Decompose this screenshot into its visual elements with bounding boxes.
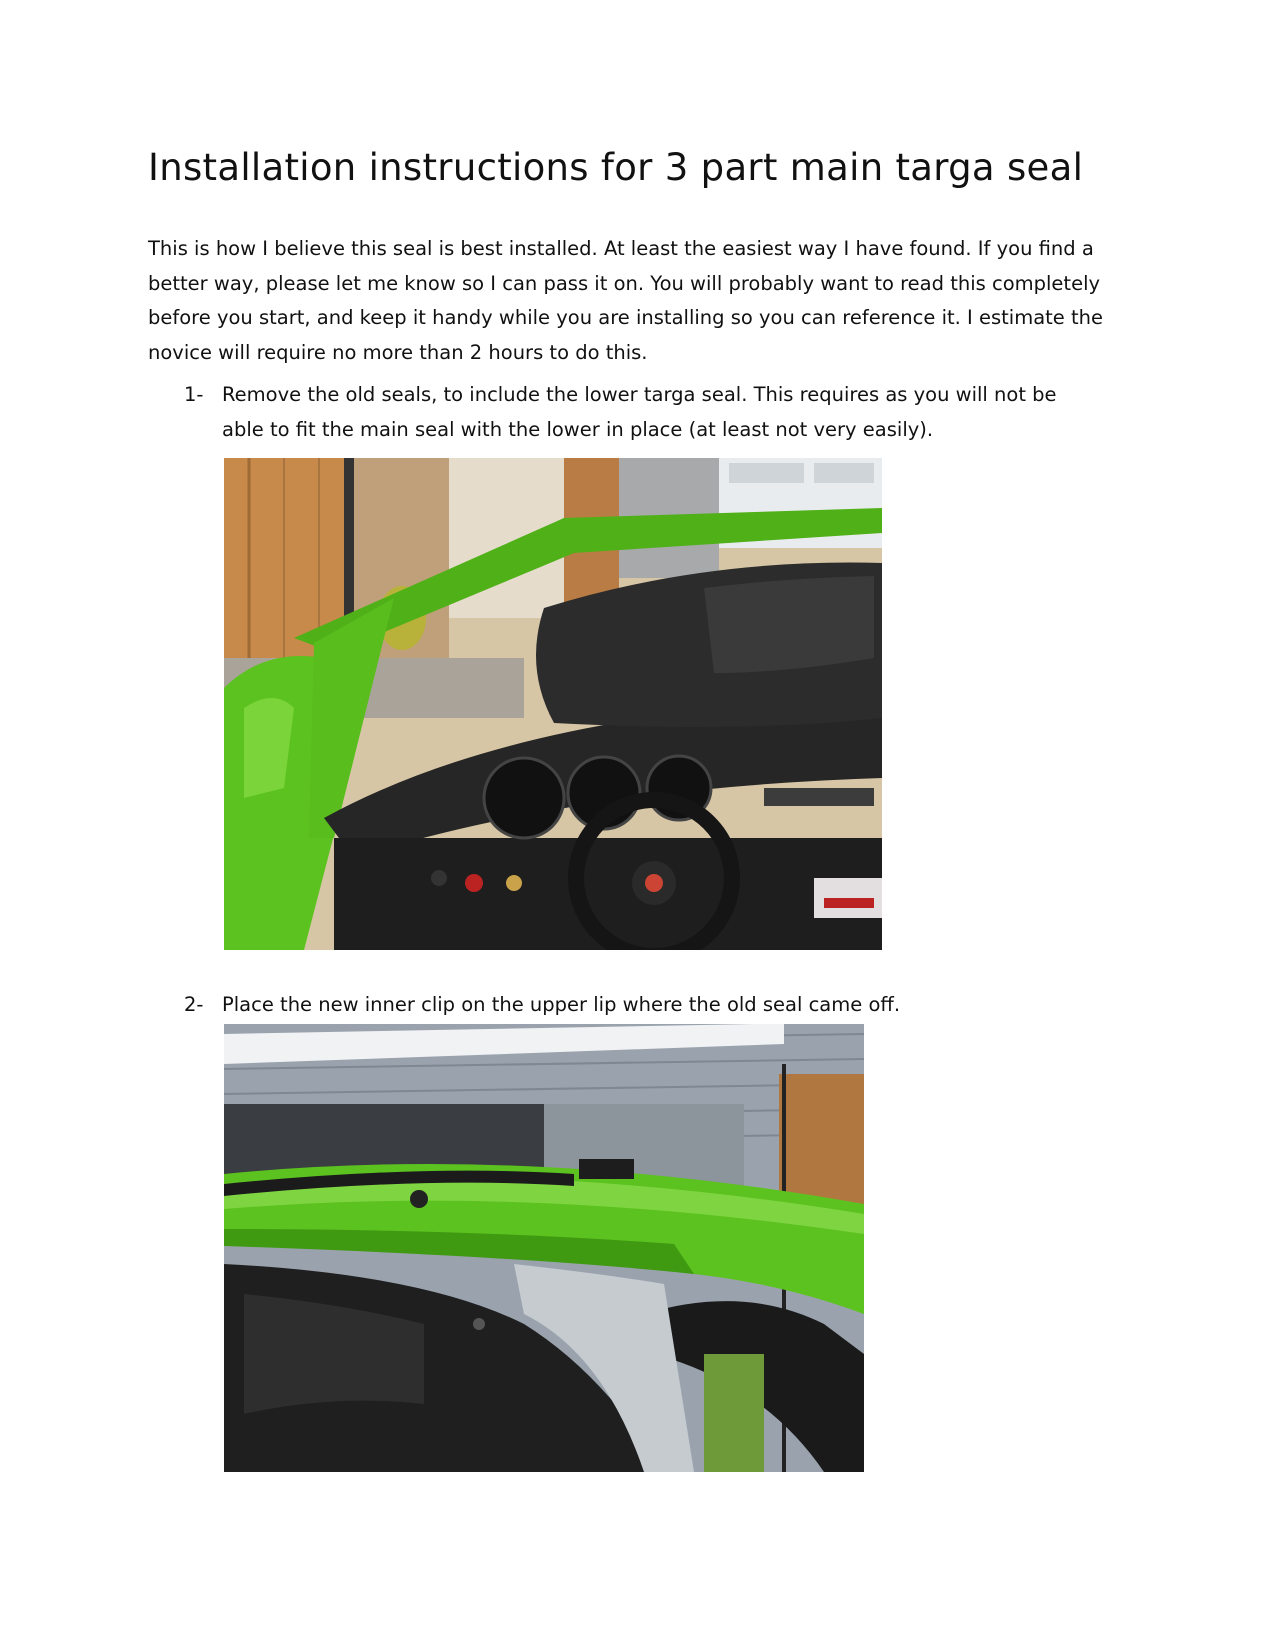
- step-number: 1-: [184, 383, 204, 406]
- photo-upper-lip-drawing: [224, 1024, 864, 1472]
- photo-upper-lip-clip: [224, 1024, 864, 1472]
- photo-car-interior-drawing: [224, 458, 882, 950]
- photo-car-interior: [224, 458, 882, 950]
- document-title: Installation instructions for 3 part main targa seal: [148, 146, 1084, 189]
- step-number: 2-: [184, 993, 204, 1016]
- step-text: Place the new inner clip on the upper lip where the old seal came off.: [222, 993, 901, 1016]
- step-text: Remove the old seals, to include the lower targa seal. This requires as you will not be able to fit the main seal with the lower in place (at least not very easily).: [222, 383, 1057, 441]
- intro-paragraph: This is how I believe this seal is best installed. At least the easiest way I have found. If you find a better way, please let me know so I can pass it on. You will probably want to read this completely before you start, and keep it handy while you are installing so you can reference it. I estimate the novice will require no more than 2 hours to do this.: [148, 237, 1103, 364]
